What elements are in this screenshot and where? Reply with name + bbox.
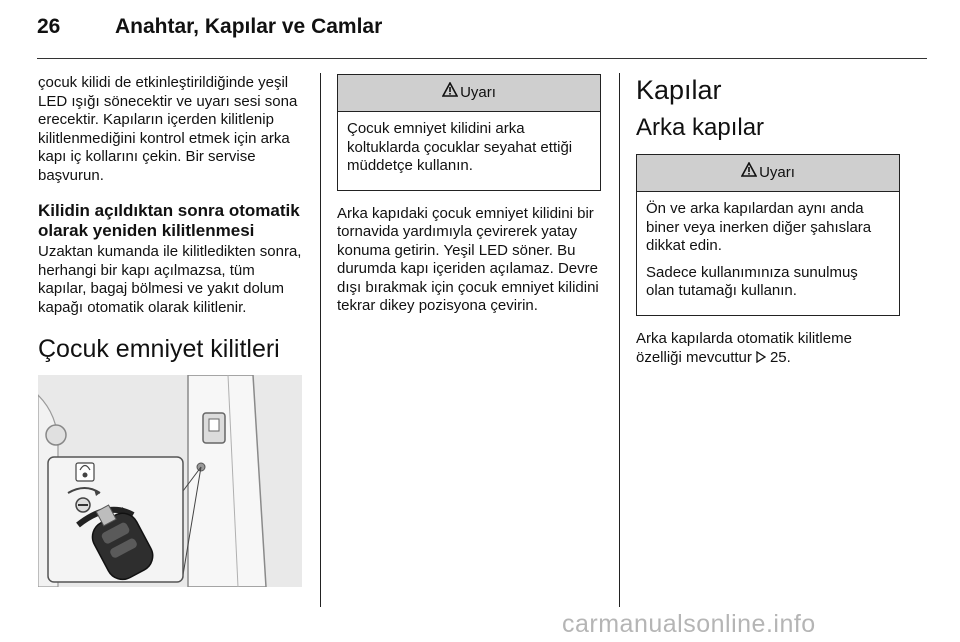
section-heading: Çocuk emniyet kilitleri	[38, 335, 280, 363]
watermark: carmanualsonline.info	[562, 610, 816, 638]
warning-header	[637, 155, 899, 192]
page-reference[interactable]: 25.	[769, 349, 791, 366]
warning-title: Uyarı	[759, 164, 795, 181]
child-lock-illustration	[38, 375, 302, 587]
page-number: 26	[37, 15, 61, 38]
warning-body	[637, 192, 899, 315]
paragraph-text: Arka kapılarda otomatik kilitleme özelliği mevcuttur	[636, 329, 852, 366]
page-title: Anahtar, Kapılar ve Camlar	[115, 15, 383, 38]
paragraph: Uzaktan kumanda ile kilitledikten sonra, herhangi bir kapı açılmazsa, tüm kapılar, bagaj bölmesi ve yakıt dolum kapağı otomatik olarak kilitlenir.	[38, 243, 302, 316]
warning-header	[338, 75, 600, 112]
warning-box	[337, 74, 601, 191]
chapter-heading: Kapılar	[636, 75, 722, 105]
column-left	[38, 74, 304, 587]
column-divider	[619, 73, 620, 607]
paragraph: çocuk kilidi de etkinleştirildiğinde yeşil LED ışığı sönecektir ve uyarı sesi sona erecektir. Kapıların içerden kilitlenip kilitlenmediğini kontrol etmek için arka kapı iç kollarını çekin. Bir servise başvurun.	[38, 74, 298, 184]
column-middle	[337, 74, 601, 326]
warning-icon	[442, 75, 458, 111]
column-divider	[320, 73, 321, 607]
warning-box	[636, 154, 900, 316]
header-rule	[37, 58, 927, 59]
warning-body	[338, 112, 600, 190]
warning-text: Çocuk emniyet kilidini arka koltuklarda çocuklar seyahat ettiği müddetçe kullanın.	[347, 120, 573, 174]
warning-icon	[741, 155, 757, 191]
paragraph	[636, 330, 900, 368]
arrow-right-icon[interactable]	[756, 349, 770, 365]
warning-title: Uyarı	[460, 84, 496, 101]
page-header	[37, 15, 927, 47]
warning-text: Sadece kullanımınıza sunulmuş olan tutamağı kullanın.	[646, 263, 858, 299]
section-heading: Arka kapılar	[636, 114, 765, 141]
child-lock-drawing	[38, 375, 302, 587]
section-heading: Kilidin açıldıktan sonra otomatik olarak yeniden kilitlenmesi	[38, 201, 300, 240]
paragraph: Arka kapıdaki çocuk emniyet kilidini bir tornavida yardımıyla çevirerek yatay konuma getirin. Yeşil LED söner. Bu durumda kapı içeriden açılamaz. Devre dışı bırakmak için çocuk emniyet kilidini tekrar dikey pozisyona çevirin.	[337, 204, 599, 314]
warning-text: Ön ve arka kapılardan aynı anda biner veya inerken diğer şahıslara dikkat edin.	[646, 200, 872, 254]
column-right	[636, 74, 900, 378]
